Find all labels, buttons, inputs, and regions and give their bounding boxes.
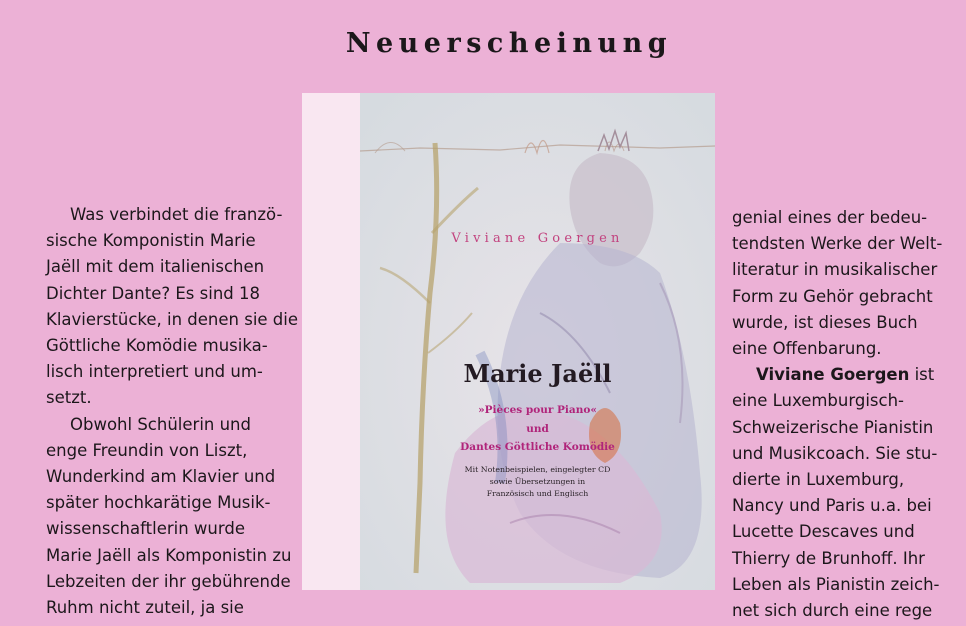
text-line: Klavierstücke, in denen sie die: [46, 309, 299, 329]
text-line: eine Luxemburgisch-: [732, 391, 904, 411]
text-line: Obwohl Schülerin und: [70, 414, 251, 434]
text-line: später hochkarätige Musik-: [46, 493, 271, 513]
right-text-column: [732, 205, 966, 624]
text-line: Ruhm nicht zuteil, ja sie: [46, 598, 244, 618]
text-line: setzt.: [46, 388, 92, 408]
text-line: Dichter Dante? Es sind 18: [46, 283, 260, 303]
text-line: Lucette Descaves und: [732, 522, 915, 542]
book-spine: [302, 93, 360, 590]
text-line: Form zu Gehör gebracht: [732, 286, 933, 306]
cover-notes-line: Mit Notenbeispielen, eingelegter CD: [464, 465, 611, 474]
text-line: Marie Jaëll als Komponistin zu: [46, 545, 292, 565]
text-line: dierte in Luxemburg,: [732, 470, 905, 490]
left-text-column: [46, 202, 299, 621]
text-line: Schweizerische Pianistin: [732, 417, 934, 437]
text-line: Lebzeiten der ihr gebührende: [46, 571, 291, 591]
cover-title: Marie Jaëll: [463, 359, 612, 388]
text-line: enge Freundin von Liszt,: [46, 440, 248, 460]
bio-first-line: [732, 362, 966, 388]
book-cover-image: [302, 93, 715, 590]
cover-subtitle-connector: und: [526, 423, 549, 435]
text-line: eine Offenbarung.: [732, 339, 882, 359]
text-line: Nancy und Paris u.a. bei: [732, 496, 932, 516]
text-line: tendsten Werke der Welt-: [732, 234, 943, 254]
text-line: Wunderkind am Klavier und: [46, 467, 276, 487]
text-line: genial eines der bedeu-: [732, 208, 928, 227]
text-line: Leben als Pianistin zeich-: [732, 574, 940, 594]
dali-illustration-artwork: [360, 93, 715, 590]
text-fragment: ist: [909, 365, 935, 385]
cover-subtitle: »Pièces pour Piano«: [478, 404, 597, 416]
text-line: Was verbindet die franzö-: [70, 205, 283, 224]
text-line: Göttliche Komödie musika-: [46, 336, 268, 356]
text-line: literatur in musikalischer: [732, 260, 938, 280]
cover-subtitle-dante: Dantes Göttliche Komödie: [460, 441, 615, 453]
text-line: Thierry de Brunhoff. Ihr: [732, 548, 925, 568]
cover-author: Viviane Goergen: [451, 231, 624, 246]
text-line: lisch interpretiert und um-: [46, 362, 263, 382]
text-line: sische Komponistin Marie: [46, 231, 256, 251]
cover-notes-line: Französisch und Englisch: [486, 489, 589, 498]
author-name: Viviane Goergen: [756, 365, 910, 385]
page-heading: Neuerscheinung: [345, 28, 673, 59]
text-line: wissenschaftlerin wurde: [46, 519, 245, 539]
cover-notes-line: sowie Übersetzungen in: [489, 477, 586, 486]
text-line: Jaëll mit dem italienischen: [46, 257, 265, 277]
text-line: und Musikcoach. Sie stu-: [732, 443, 938, 463]
text-line: wurde, ist dieses Buch: [732, 312, 918, 332]
text-line: net sich durch eine rege: [732, 601, 933, 621]
